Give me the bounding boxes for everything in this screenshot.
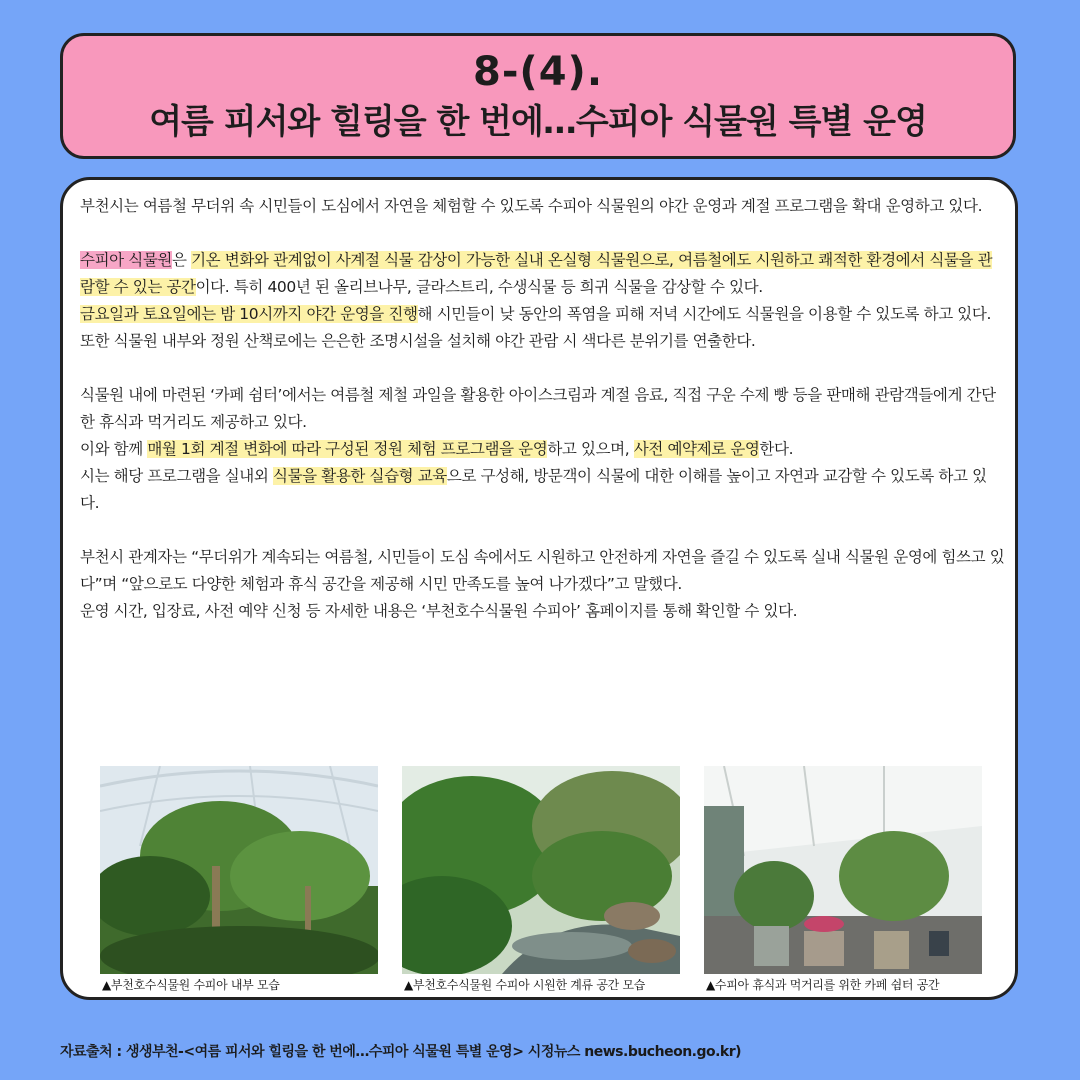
- paragraph-info: 운영 시간, 입장료, 사전 예약 신청 등 자세한 내용은 ‘부천호수식물원 수피아’ 홈페이지를 통해 확인할 수 있다.: [80, 602, 798, 620]
- highlight-reservation: 사전 예약제로 운영: [633, 440, 760, 458]
- paragraph-education: [80, 463, 1005, 517]
- title-box: [60, 33, 1016, 159]
- highlight-greenhouse: 기온 변화와 관계없이 사계절 식물 감상이 가능한 실내 온실형 식물원으로, 여름철에도 시원하고 쾌적한 환경에서 식물을 관람할 수 있는 공간: [80, 251, 993, 296]
- highlight-program: 매월 1회 계절 변화에 따라 구성된 정원 체험 프로그램을 운영: [147, 440, 548, 458]
- paragraph-intro: 부천시는 여름철 무더위 속 시민들이 도심에서 자연을 체험할 수 있도록 수피아 식물원의 야간 운영과 계절 프로그램을 확대 운영하고 있다.: [80, 197, 983, 215]
- text-span: 은: [171, 251, 192, 269]
- photo-interior: [100, 766, 378, 974]
- text-span: 이다. 특히 400년 된 올리브나무, 글라스트리, 수생식물 등 희귀 식물을 감상할 수 있다.: [195, 278, 763, 296]
- text-span: 시는 해당 프로그램을 실내외: [80, 467, 273, 485]
- highlight-education: 식물을 활용한 실습형 교육: [273, 467, 447, 485]
- highlight-night-hours: 금요일과 토요일에는 밤 10시까지 야간 운영을 진행: [80, 305, 418, 323]
- paragraph-night: [80, 301, 1005, 355]
- photo-stream: [402, 766, 680, 974]
- photo-gallery: [100, 766, 985, 992]
- text-span: 으로 구성해, 방문객이 식물에 대한 이해를 높이고 자연과 교감할 수 있도록 하고 있다.: [80, 467, 987, 512]
- text-span: 이와 함께: [80, 440, 148, 458]
- photo-caption-1: ▲부천호수식물원 수피아 내부 모습: [102, 978, 280, 992]
- article-text: [80, 193, 1005, 625]
- text-span: 해 시민들이 낮 동안의 폭염을 피해 저녁 시간에도 식물원을 이용할 수 있도록 하고 있다. 또한 식물원 내부와 정원 산책로에는 은은한 조명시설을 설치해 야간 관람 시 색다른 분위기를 연출한다.: [80, 305, 991, 350]
- text-span: 하고 있으며,: [547, 440, 634, 458]
- paragraph-cafe: 식물원 내에 마련된 ‘카페 쉼터’에서는 여름철 제철 과일을 활용한 아이스크림과 계절 음료, 직접 구운 수제 빵 등을 판매해 관람객들에게 간단한 휴식과 먹거리도 제공하고 있다.: [80, 386, 996, 431]
- page-title: 여름 피서와 힐링을 한 번에…수피아 식물원 특별 운영: [149, 102, 927, 142]
- text-span: 한다.: [759, 440, 794, 458]
- paragraph-quote: 부천시 관계자는 “무더위가 계속되는 여름철, 시민들이 도심 속에서도 시원하고 안전하게 자연을 즐길 수 있도록 실내 식물원 운영에 힘쓰고 있다”며 “앞으로도 다양한 체험과 휴식 공간을 제공해 시민 만족도를 높여 나가겠다”고 말했다.: [80, 548, 1005, 593]
- content-box: [60, 177, 1018, 1000]
- photo-caption-2: ▲부천호수식물원 수피아 시원한 계류 공간 모습: [404, 978, 646, 992]
- highlight-supia: 수피아 식물원: [80, 251, 172, 269]
- paragraph-facility: [80, 247, 1005, 301]
- photo-cafe: [704, 766, 982, 974]
- paragraph-program: [80, 436, 1005, 463]
- photo-caption-3: ▲수피아 휴식과 먹거리를 위한 카페 쉼터 공간: [706, 978, 940, 992]
- title-number: 8-(4).: [472, 49, 604, 95]
- source-footer: 자료출처 : 생생부천-<여름 피서와 힐링을 한 번에…수피아 식물원 특별 운영> 시정뉴스 news.bucheon.go.kr): [60, 1044, 742, 1060]
